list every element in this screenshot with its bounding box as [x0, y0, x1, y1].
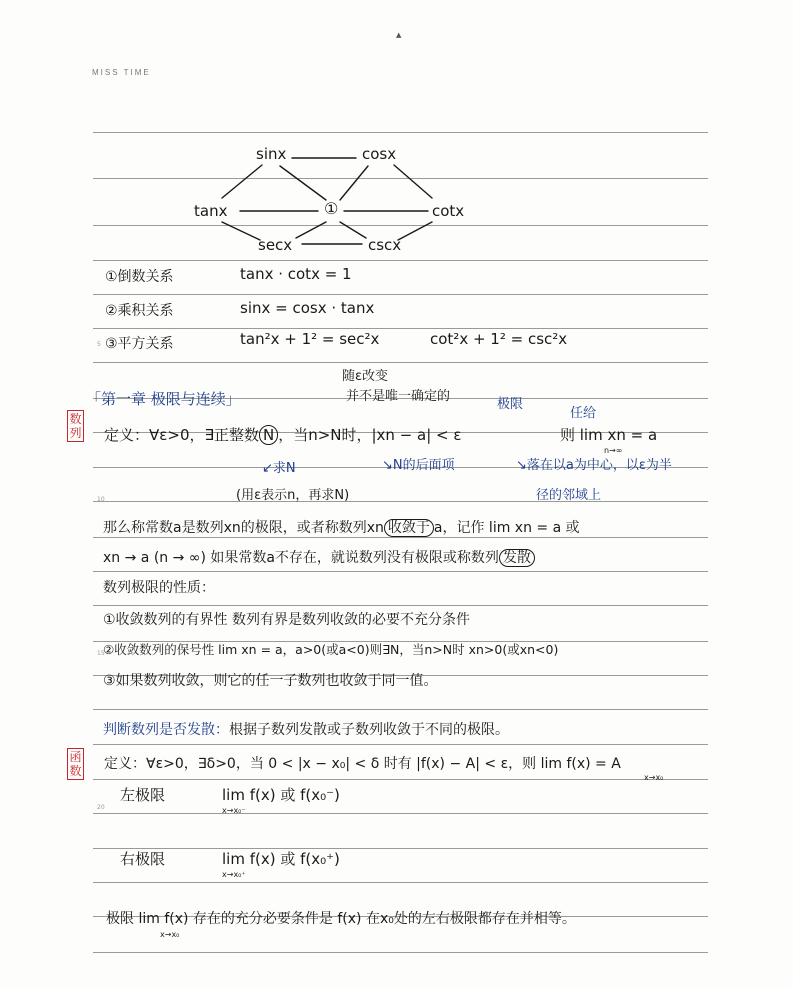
note-fall-in: ↘落在以a为中心，以ε为半 [516, 458, 672, 473]
right-limit-label: 右极限 [120, 850, 166, 868]
chapter-title: 「第一章 极限与连续」 [86, 390, 241, 408]
limit-condition-sub: x→x₀ [160, 930, 180, 939]
note-limit: 极限 [497, 397, 524, 412]
diagram-edge [296, 222, 326, 238]
line-number: 15 [97, 650, 105, 657]
circled-converge: 收敛于 [384, 519, 434, 537]
left-limit-formula: lim f(x) 或 f(x₀⁻) [222, 786, 340, 804]
line-number: 10 [97, 496, 105, 503]
relation-formula-2: cot²x + 1² = csc²x [430, 330, 568, 348]
diagram-node-sec: secx [258, 236, 293, 254]
right-limit-formula: lim f(x) 或 f(x₀⁺) [222, 850, 340, 868]
relation-label: ③平方关系 [105, 336, 174, 352]
left-limit-sub: x→x₀⁻ [222, 806, 246, 815]
note-not-unique: 并不是唯一确定的 [346, 389, 451, 404]
property-2: ②收敛数列的保号性 lim xn = a，a>0(或a<0)则∃N，当n>N时 xn>0(或xn<0) [103, 642, 559, 657]
diagram-node-cos: cosx [362, 145, 397, 163]
circled-diverge: 发散 [499, 549, 535, 567]
sequence-para-1: 那么称常数a是数列xn的极限，或者称数列xn 收敛于 a，记作 lim xn = a 或 [103, 520, 580, 536]
note-find-N: ↙求N [262, 461, 296, 476]
stamp-sequence: 数列 [67, 410, 84, 442]
line-number: 20 [97, 804, 105, 811]
diagram-node-center: ① [324, 199, 339, 218]
sequence-para-2: xn → a (n → ∞) 如果常数a不存在，就说数列没有极限或称数列 发散 [103, 547, 535, 567]
note-eps-N: (用ε表示n，再求N) [236, 488, 350, 503]
sequence-limit-sub: n→∞ [604, 446, 623, 455]
circled-N: N [259, 425, 278, 445]
note-eps-change: 随ε改变 [342, 369, 389, 384]
sequence-definition: 定义：∀ε>0，∃正整数 N ，当n>N时，|xn − a| < ε [104, 426, 462, 444]
property-1: ①收敛数列的有界性 数列有界是数列收敛的必要不充分条件 [103, 612, 470, 628]
property-3: ③如果数列收敛，则它的任一子数列也收敛于同一值。 [103, 673, 438, 689]
function-definition: 定义：∀ε>0，∃δ>0，当 0 < |x − x₀| < δ 时有 |f(x) − A| < ε，则 lim f(x) = A [104, 756, 621, 772]
diagram-node-tan: tanx [194, 202, 228, 220]
diagram-edge [280, 166, 326, 200]
diagram-node-cot: cotx [432, 202, 465, 220]
note-N-after: ↘N的后面项 [382, 458, 455, 473]
relation-formula: sinx = cosx · tanx [240, 299, 375, 317]
right-limit-sub: x→x₀⁺ [222, 870, 246, 879]
left-limit-label: 左极限 [120, 786, 166, 804]
diagram-edge [394, 165, 432, 198]
diagram-edge [222, 222, 260, 240]
line-number: 5 [97, 341, 101, 348]
diagram-node-csc: cscx [368, 236, 402, 254]
diagram-edge [340, 166, 368, 200]
relation-formula: tanx · cotx = 1 [240, 265, 352, 283]
stamp-function: 函数 [67, 748, 84, 780]
function-def-sub: x→x₀ [644, 773, 664, 782]
judge-divergence: 判断数列是否发散：根据子数列发散或子数列收敛于不同的极限。 [103, 722, 509, 738]
diagram-edge [398, 222, 432, 240]
brand-label: MISS TIME [92, 68, 151, 77]
properties-title: 数列极限的性质： [103, 580, 215, 596]
note-neighborhood: 径的邻域上 [536, 488, 602, 503]
note-any: 任给 [570, 406, 597, 421]
page-top-mark: ▲ [396, 31, 402, 39]
diagram-edge [340, 222, 366, 238]
limit-condition: 极限 lim f(x) 存在的充分必要条件是 f(x) 在x₀处的左右极限都存在并相等。 [106, 911, 576, 927]
diagram-node-sin: sinx [256, 145, 287, 163]
sequence-limit: 则 lim xn = a [560, 426, 658, 444]
relation-label: ②乘积关系 [105, 303, 174, 319]
relation-formula: tan²x + 1² = sec²x [240, 330, 380, 348]
diagram-edge [222, 165, 262, 198]
relation-label: ①倒数关系 [105, 269, 174, 285]
